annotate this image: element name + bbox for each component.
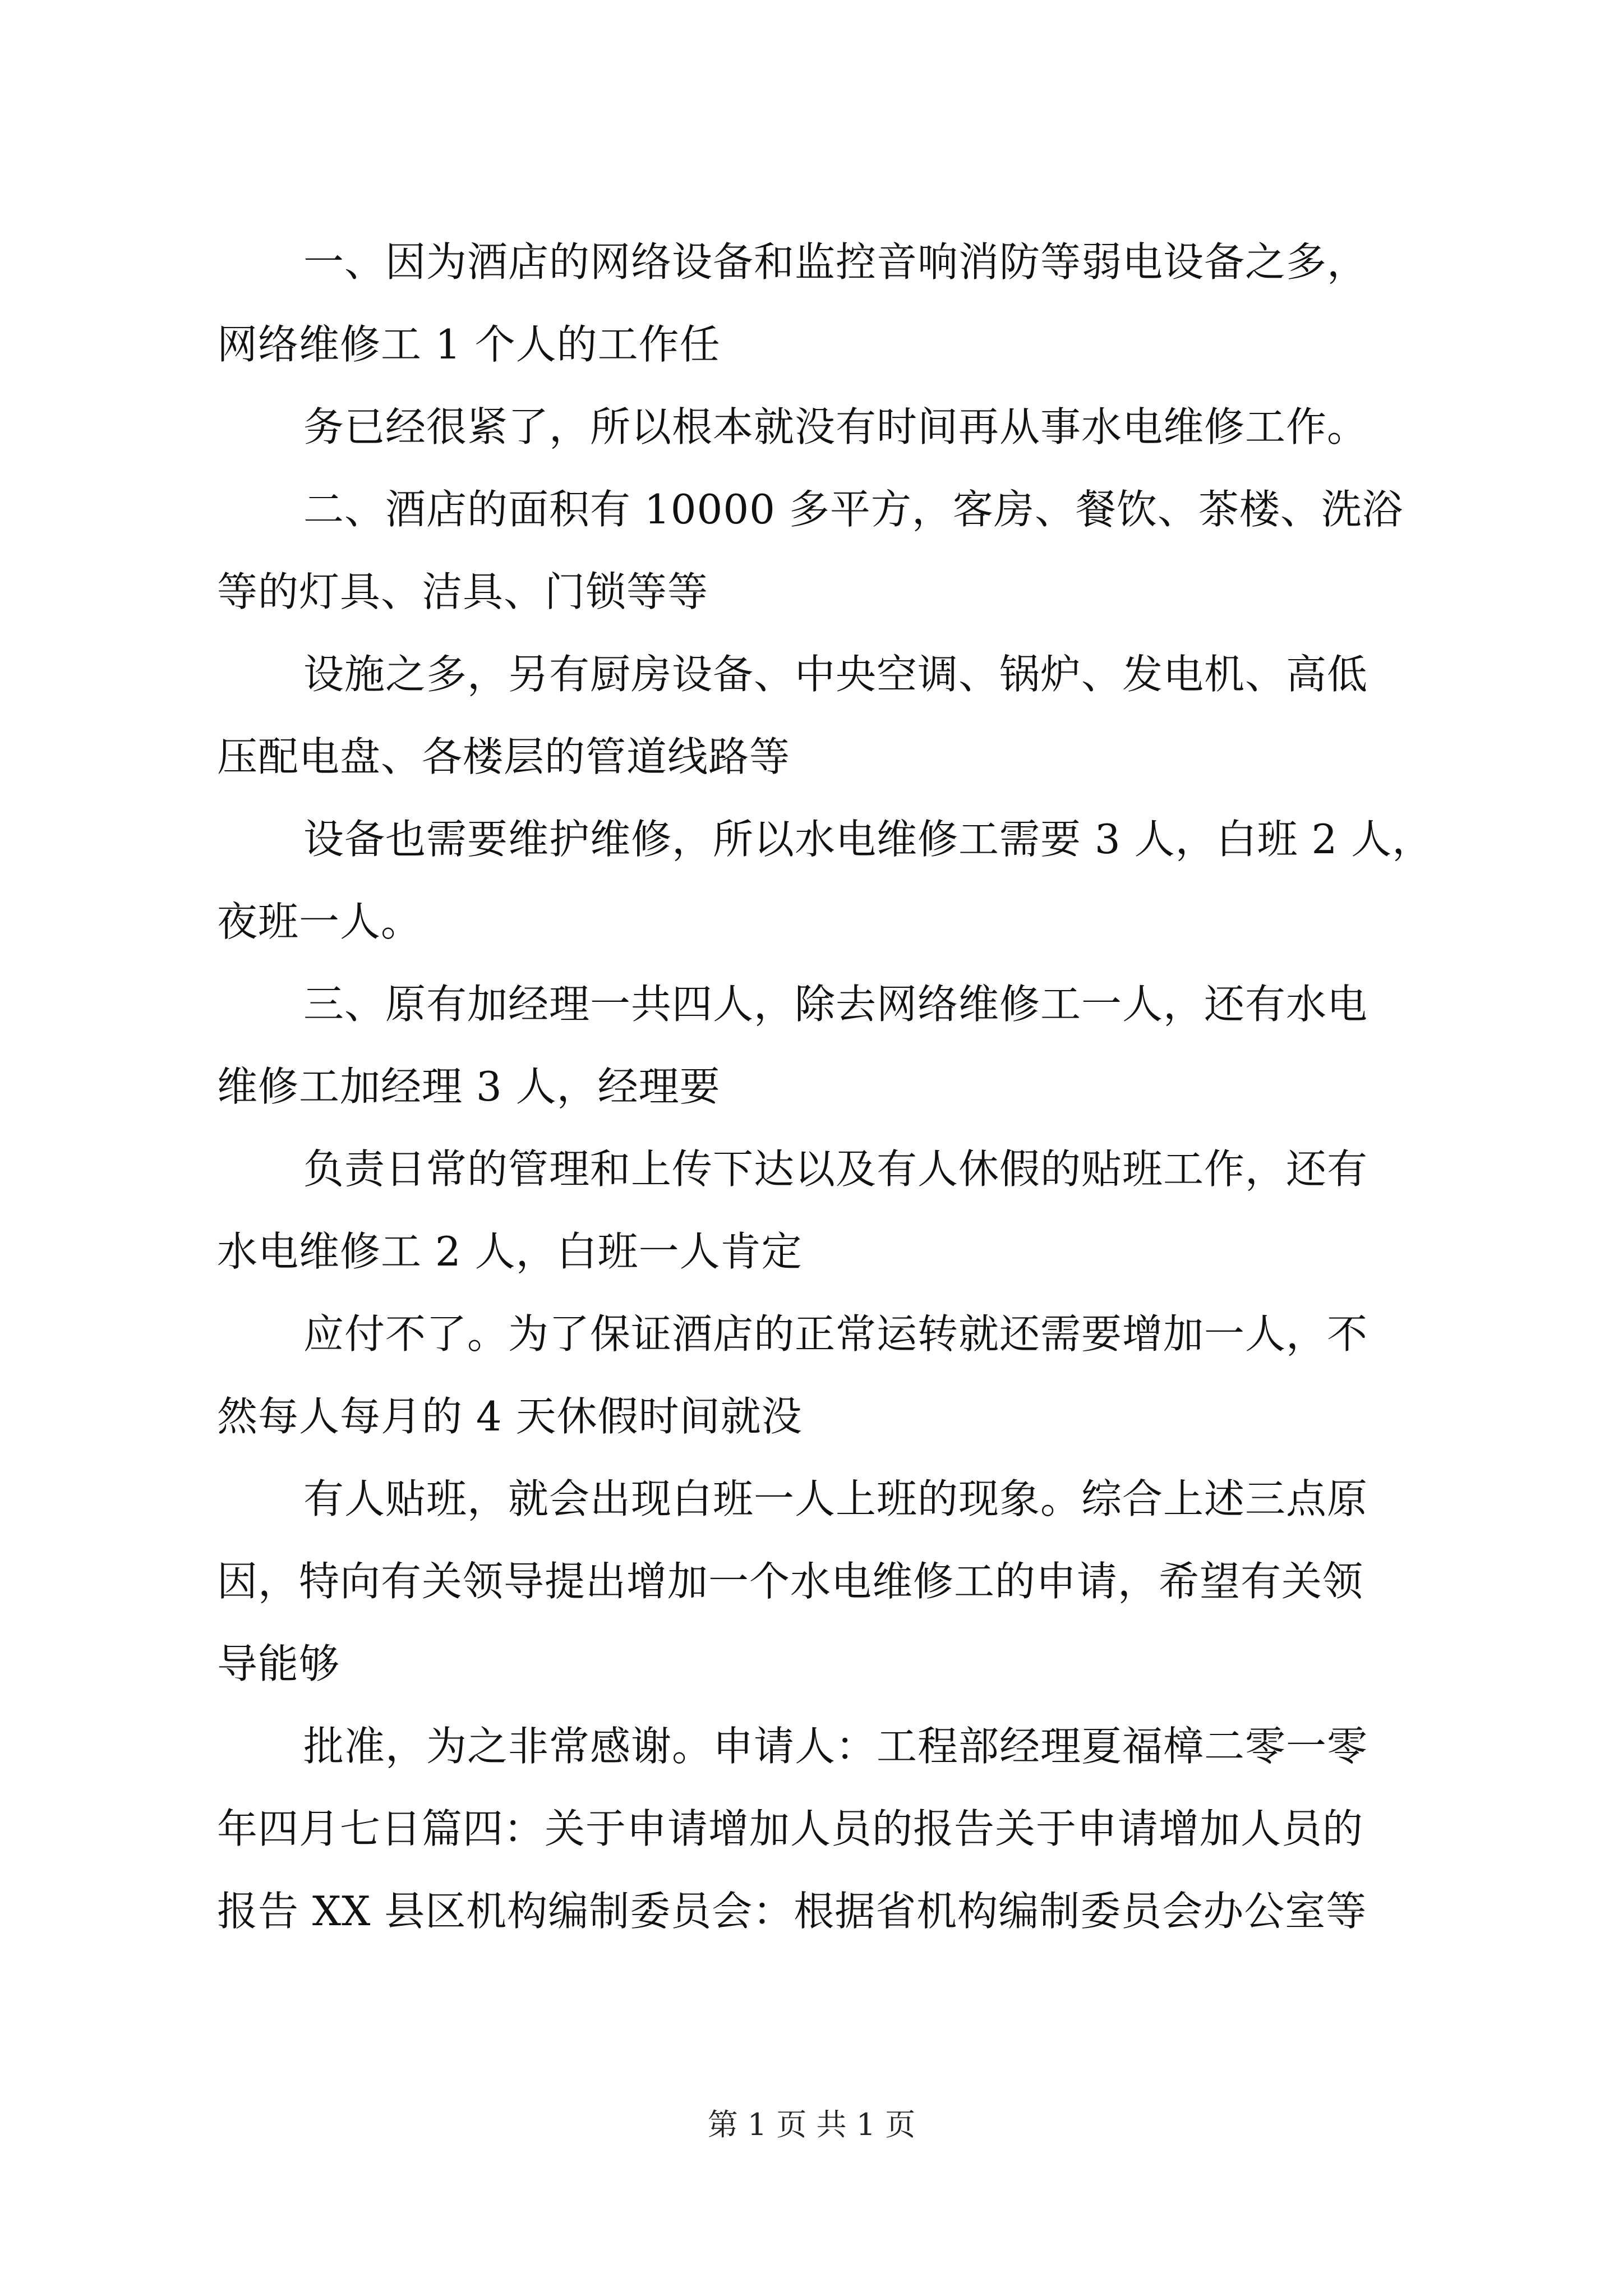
page-total: 共 1 页 bbox=[816, 2107, 916, 2142]
page-footer bbox=[0, 2102, 1623, 2147]
text-line: 年四月七日篇四：关于申请增加人员的报告关于申请增加人员的 bbox=[217, 1805, 1364, 1852]
text-line: 三、原有加经理一共四人，除去网络维修工一人，还有水电 bbox=[303, 981, 1368, 1028]
text-line: 水电维修工 2 人，白班一人肯定 bbox=[217, 1228, 803, 1275]
footer-gap bbox=[806, 2107, 816, 2142]
text-line: 网络维修工 1 个人的工作任 bbox=[217, 321, 721, 368]
document-body bbox=[217, 221, 1433, 1953]
text-line: 务已经很紧了，所以根本就没有时间再从事水电维修工作。 bbox=[303, 403, 1368, 450]
text-line: 负责日常的管理和上传下达以及有人休假的贴班工作，还有 bbox=[303, 1145, 1368, 1193]
text-line: 压配电盘、各楼层的管道线路等 bbox=[217, 733, 791, 780]
text-line: 维修工加经理 3 人，经理要 bbox=[217, 1063, 721, 1110]
text-line: 等的灯具、洁具、门锁等等 bbox=[217, 568, 709, 615]
text-line: 有人贴班，就会出现白班一人上班的现象。综合上述三点原 bbox=[303, 1475, 1368, 1522]
text-line: 设备也需要维护维修，所以水电维修工需要 3 人，白班 2 人， bbox=[303, 816, 1433, 863]
text-line: 一、因为酒店的网络设备和监控音响消防等弱电设备之多， bbox=[303, 238, 1368, 286]
text-line: 因，特向有关领导提出增加一个水电维修工的申请，希望有关领 bbox=[217, 1558, 1364, 1605]
text-line: 设施之多，另有厨房设备、中央空调、锅炉、发电机、高低 bbox=[303, 651, 1368, 698]
text-line: 导能够 bbox=[217, 1640, 340, 1687]
text-line: 二、酒店的面积有 10000 多平方，客房、餐饮、茶楼、洗浴 bbox=[303, 486, 1403, 533]
text-line: 批准，为之非常感谢。申请人：工程部经理夏福樟二零一零 bbox=[303, 1723, 1368, 1770]
text-line: 夜班一人。 bbox=[217, 898, 422, 945]
page-number: 第 1 页 bbox=[707, 2107, 807, 2142]
text-line: 然每人每月的 4 天休假时间就没 bbox=[217, 1393, 803, 1440]
text-line: 应付不了。为了保证酒店的正常运转就还需要增加一人，不 bbox=[303, 1310, 1368, 1358]
text-line: 报告 XX 县区机构编制委员会：根据省机构编制委员会办公室等 bbox=[217, 1888, 1367, 1935]
